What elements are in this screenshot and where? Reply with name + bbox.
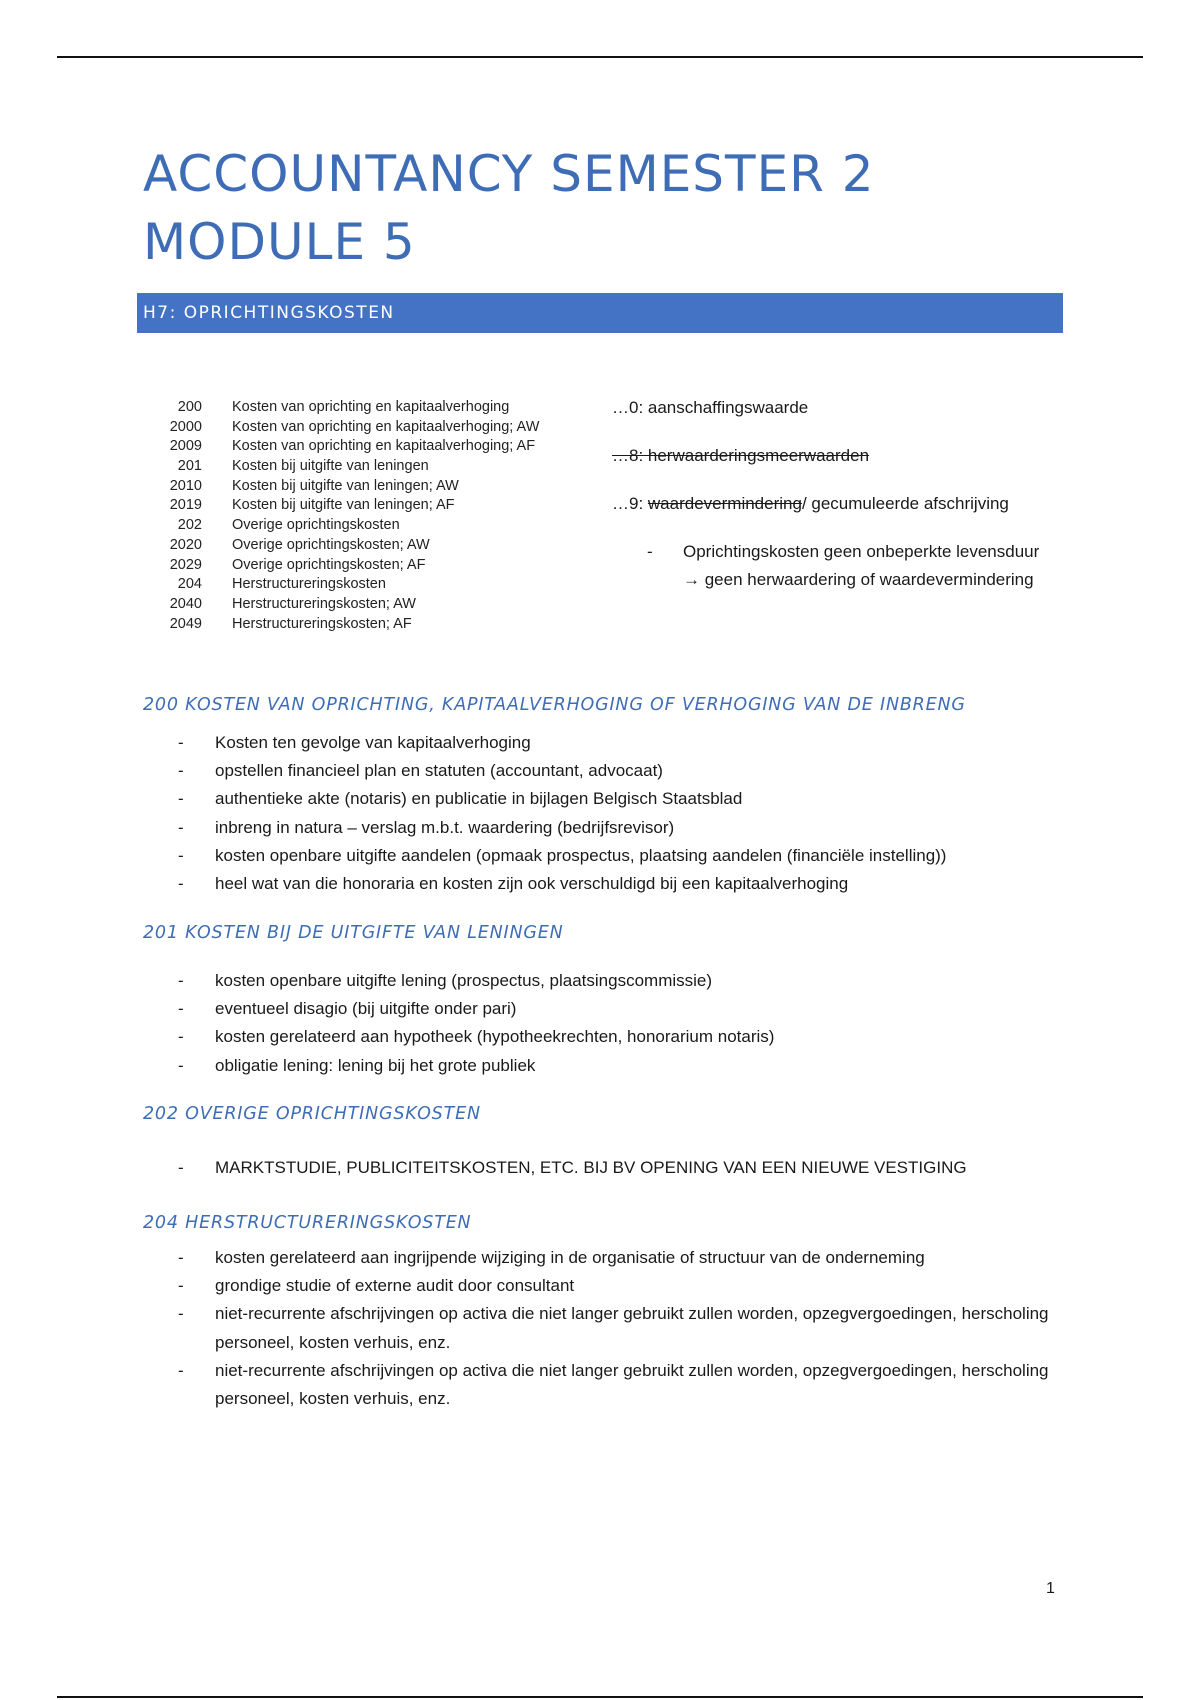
list-item [178, 757, 1078, 785]
list-item [178, 729, 1078, 757]
list-item [178, 814, 1078, 842]
section-heading-200: 200 KOSTEN VAN OPRICHTING, KAPITAALVERHOGING OF VERHOGING VAN DE INBRENG [143, 695, 966, 715]
account-row [160, 556, 539, 576]
list-item [178, 842, 1078, 870]
list-item-text: niet-recurrente afschrijvingen op activa die niet langer gebruikt zullen worden, opzegvergoedingen, herscholing personeel, kosten verhuis, enz. [215, 1304, 1049, 1352]
list-bullet: - [178, 999, 184, 1019]
account-label: Kosten van oprichting en kapitaalverhoging; AW [232, 418, 540, 435]
account-row [160, 437, 539, 457]
list-bullet: - [178, 1360, 184, 1380]
list-item-text: MARKTSTUDIE, PUBLICITEITSKOSTEN, ETC. BIJ BV OPENING VAN EEN NIEUWE VESTIGING [215, 1158, 967, 1177]
account-code: 201 [177, 458, 202, 475]
account-row [160, 536, 539, 556]
list-bullet: - [178, 971, 184, 990]
list-item-text: obligatie lening: lening bij het grote publiek [215, 1055, 536, 1075]
list-bullet: - [178, 761, 184, 781]
list-item [178, 1272, 1058, 1300]
note-bullet: - [647, 542, 653, 561]
account-label: Overige oprichtingskosten; AW [232, 536, 430, 553]
list-item [178, 785, 1078, 813]
suffix-9-line [612, 494, 1009, 514]
list-item-text: eventueel disagio (bij uitgifte onder pari) [215, 999, 517, 1019]
suffix-9-rest: / gecumuleerde afschrijving [801, 494, 1009, 513]
list-bullet: - [178, 874, 184, 894]
page-number: 1 [1046, 1580, 1055, 1597]
account-label: Kosten bij uitgifte van leningen; AW [232, 477, 459, 494]
account-row [160, 615, 539, 635]
list-item [178, 995, 1078, 1023]
account-label: Kosten bij uitgifte van leningen [232, 458, 429, 475]
list-item-text: kosten gerelateerd aan hypotheek (hypotheekrechten, honorarium notaris) [215, 1027, 775, 1047]
suffix-note: Oprichtingskosten geen onbeperkte levensduur → geen herwaardering of waardevermindering [683, 542, 1040, 589]
title-line-2: MODULE 5 [143, 213, 416, 271]
list-item [178, 1052, 1078, 1080]
list-item [178, 1357, 1058, 1413]
account-code: 2019 [169, 497, 202, 514]
account-code: 2040 [169, 595, 202, 612]
list-item-text: kosten gerelateerd aan ingrijpende wijziging in de organisatie of structuur van de onderneming [215, 1248, 925, 1267]
list-item-text: kosten openbare uitgifte aandelen (opmaak prospectus, plaatsing aandelen (financiële instelling)) [215, 845, 947, 865]
list-item [178, 1023, 1078, 1051]
suffix-8-line [612, 446, 869, 466]
list-item [178, 870, 1078, 898]
list-bullet: - [178, 1248, 184, 1267]
account-label: Kosten van oprichting en kapitaalverhoging; AF [232, 438, 536, 455]
account-label: Herstructureringskosten; AF [232, 615, 412, 632]
account-code: 202 [177, 517, 202, 534]
list-item [178, 1154, 1078, 1182]
list-bullet: - [178, 1055, 184, 1075]
document-title [143, 140, 1063, 276]
account-code: 204 [177, 576, 202, 593]
account-code: 2009 [169, 438, 202, 455]
account-label: Herstructureringskosten [232, 576, 386, 593]
suffix-9-struck: waardevermindering [647, 494, 802, 513]
account-code: 200 [177, 399, 202, 415]
account-code: 2049 [169, 615, 202, 632]
section-heading-202: 202 OVERIGE OPRICHTINGSKOSTEN [143, 1104, 481, 1124]
section-heading-201: 201 KOSTEN BIJ DE UITGIFTE VAN LENINGEN [143, 923, 564, 943]
top-rule [57, 56, 1143, 58]
list-bullet: - [178, 789, 184, 809]
account-code: 2010 [169, 477, 202, 494]
section-heading-204: 204 HERSTRUCTURERINGSKOSTEN [143, 1213, 472, 1233]
chapter-heading: H7: OPRICHTINGSKOSTEN [137, 293, 1063, 333]
account-label: Overige oprichtingskosten; AF [232, 556, 426, 573]
list-bullet: - [178, 1158, 184, 1177]
suffix-0-line: …0: aanschaffingswaarde [612, 398, 809, 417]
account-row [160, 477, 539, 497]
section-list-201 [178, 967, 1078, 1080]
account-row [160, 457, 539, 477]
list-bullet: - [178, 733, 184, 752]
section-list-204 [178, 1244, 1058, 1413]
list-item-text: niet-recurrente afschrijvingen op activa die niet langer gebruikt zullen worden, opzegvergoedingen, herscholing personeel, kosten verhuis, enz. [215, 1360, 1049, 1409]
suffix-8-struck: …8: herwaarderingsmeerwaarden [612, 446, 870, 465]
list-item-text: heel wat van die honoraria en kosten zijn ook verschuldigd bij een kapitaalverhoging [215, 874, 849, 894]
account-code: 2029 [169, 556, 202, 573]
list-item [178, 1300, 1058, 1356]
list-item-text: authentieke akte (notaris) en publicatie in bijlagen Belgisch Staatsblad [215, 789, 743, 809]
list-item-text: Kosten ten gevolge van kapitaalverhoging [215, 733, 531, 752]
account-label: Overige oprichtingskosten [232, 517, 400, 534]
account-table [160, 398, 539, 634]
account-row [160, 516, 539, 536]
list-item-text: kosten openbare uitgifte lening (prospectus, plaatsingscommissie) [215, 971, 713, 990]
list-item [178, 1244, 1058, 1272]
list-item-text: inbreng in natura – verslag m.b.t. waardering (bedrijfsrevisor) [215, 817, 675, 837]
account-row [160, 398, 539, 418]
account-label: Kosten bij uitgifte van leningen; AF [232, 497, 455, 514]
list-item-text: grondige studie of externe audit door consultant [215, 1276, 575, 1296]
list-bullet: - [178, 845, 184, 865]
list-bullet: - [178, 1027, 184, 1047]
suffix-9-prefix: …9: [612, 494, 648, 513]
list-bullet: - [178, 1304, 184, 1324]
account-row [160, 496, 539, 516]
list-bullet: - [178, 1276, 184, 1296]
account-code: 2020 [169, 536, 202, 553]
bottom-rule [57, 1696, 1143, 1698]
account-label: Herstructureringskosten; AW [232, 595, 416, 612]
account-code: 2000 [169, 418, 202, 435]
account-row [160, 418, 539, 438]
account-row [160, 575, 539, 595]
section-list-200 [178, 729, 1078, 898]
section-list-202 [178, 1154, 1078, 1182]
list-item-text: opstellen financieel plan en statuten (accountant, advocaat) [215, 761, 663, 781]
account-label: Kosten van oprichting en kapitaalverhoging [232, 399, 510, 415]
title-line-1: ACCOUNTANCY SEMESTER 2 [143, 145, 875, 203]
list-bullet: - [178, 817, 184, 837]
account-row [160, 595, 539, 615]
list-item [178, 967, 1078, 995]
